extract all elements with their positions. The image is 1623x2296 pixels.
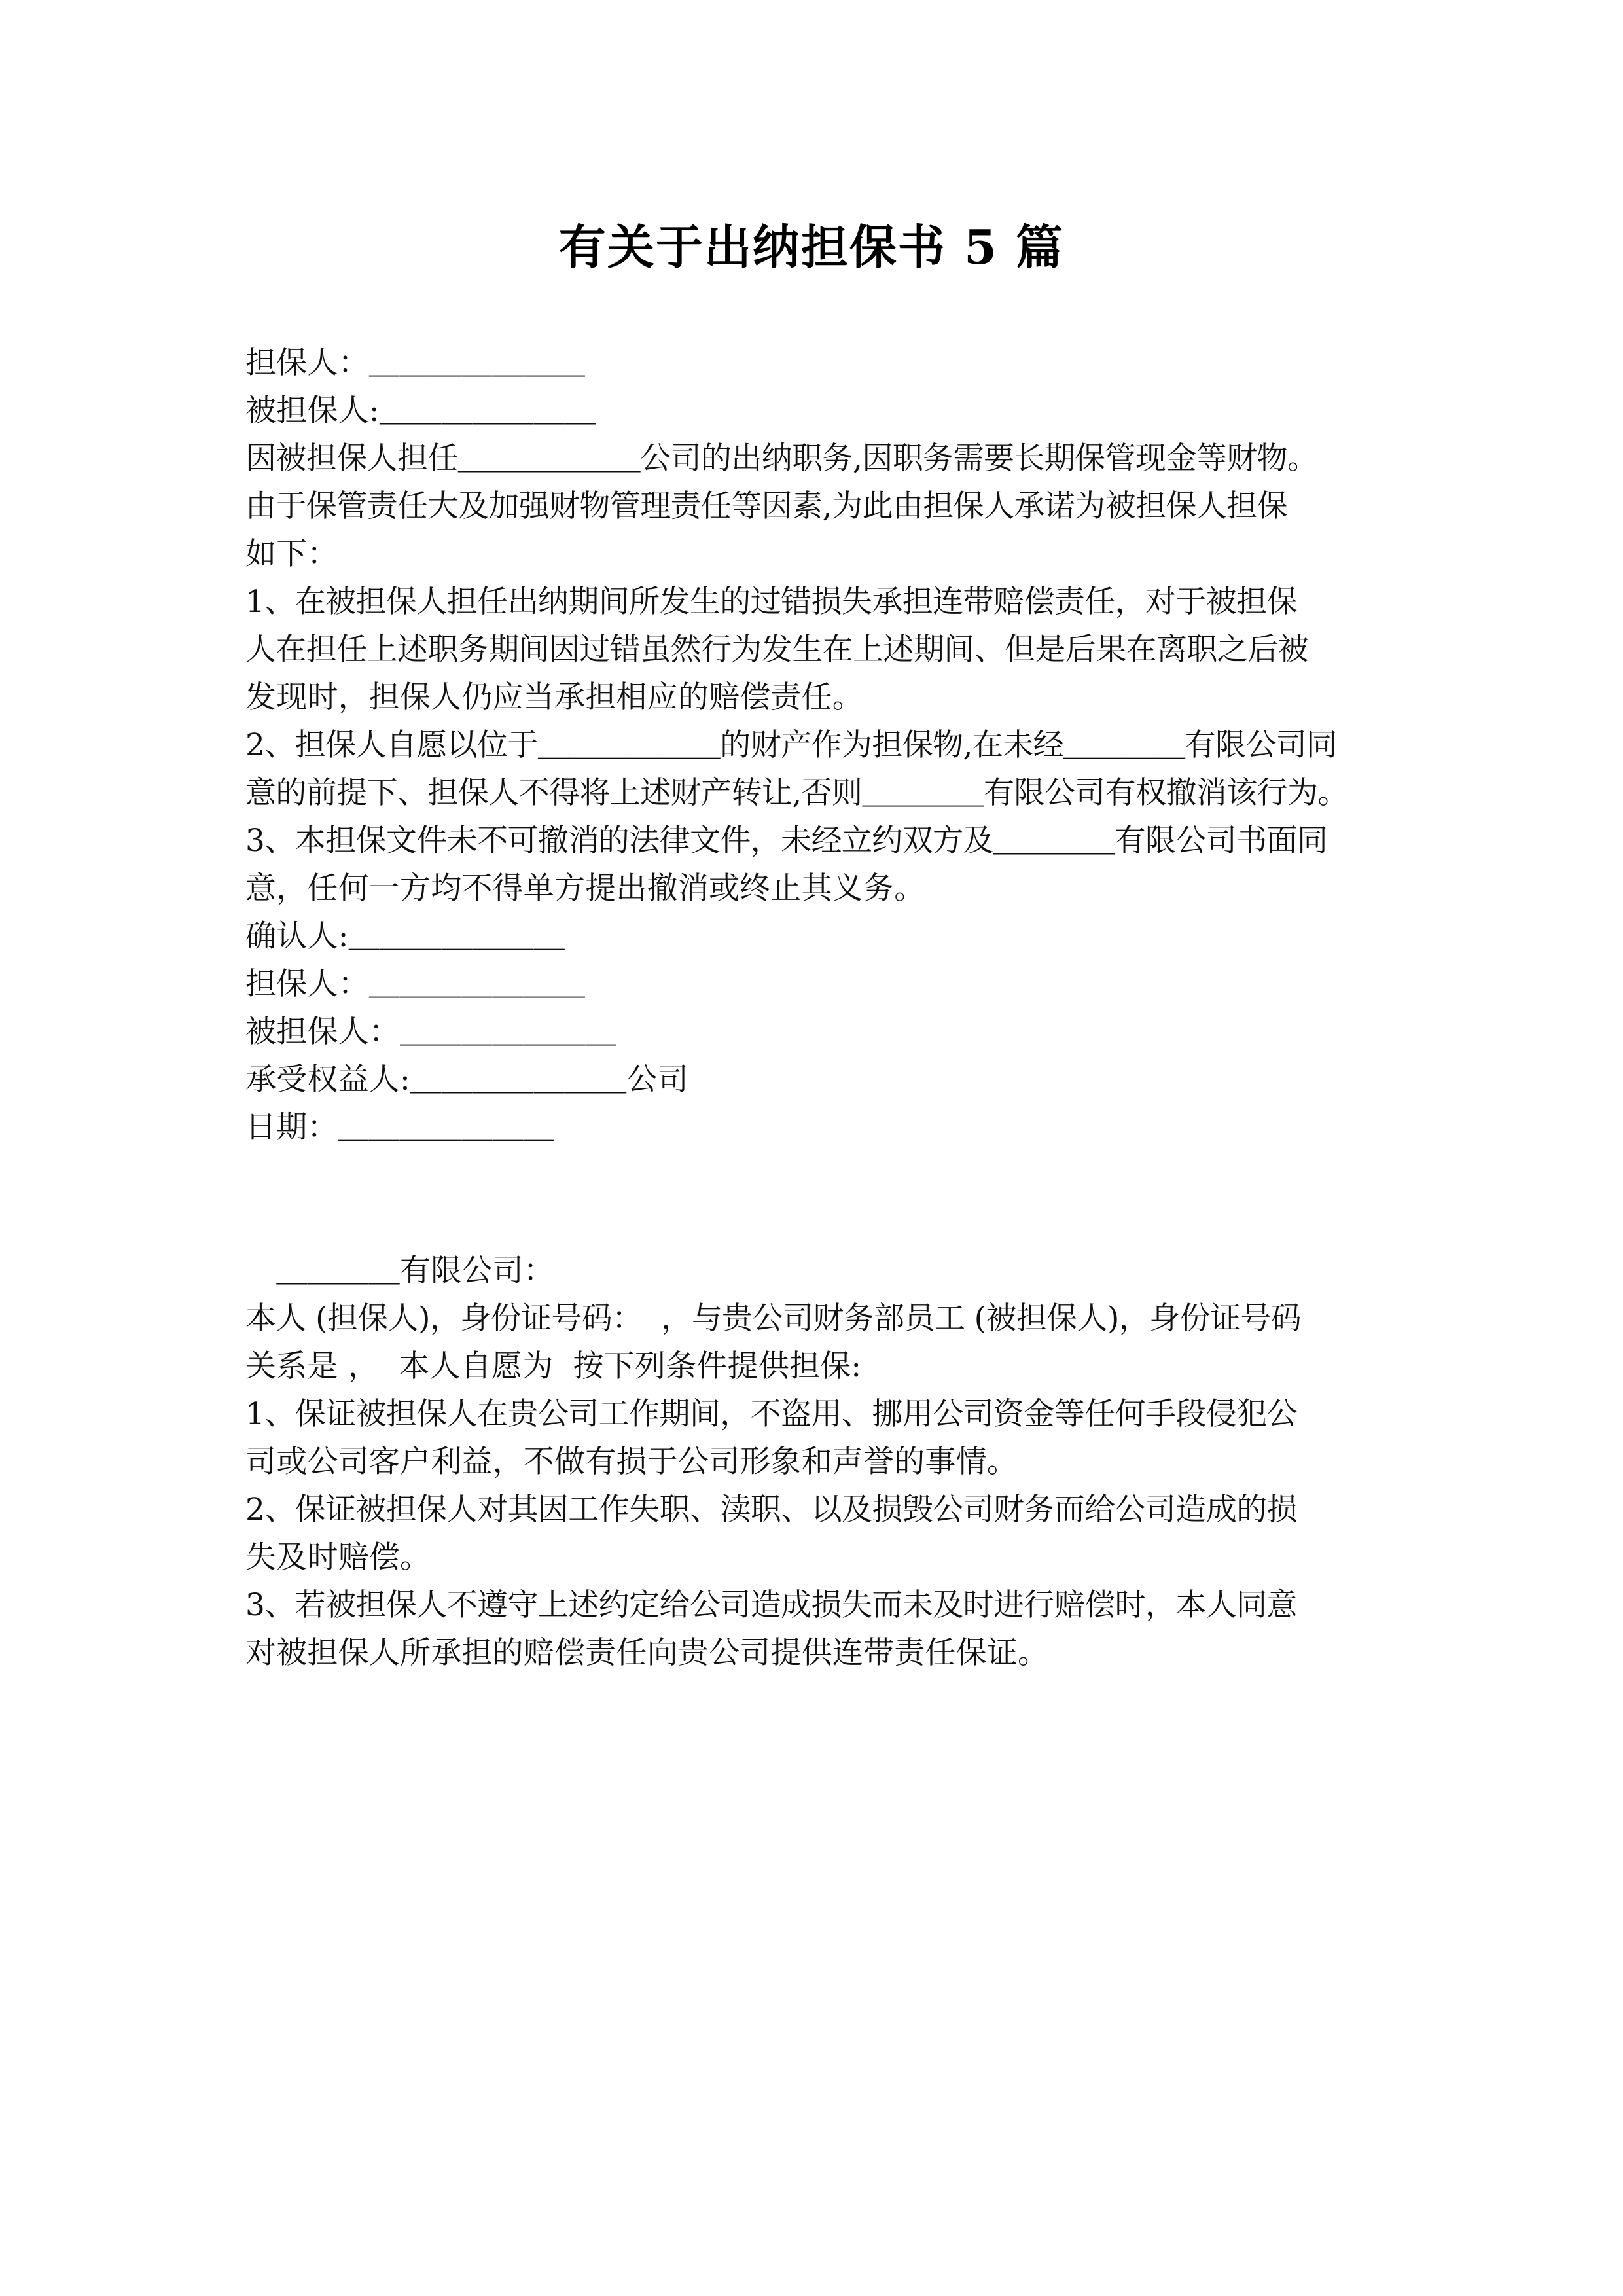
blank-line-2 [245,1199,1384,1247]
paragraph-clause-1-line-3: 发现时，担保人仍应当承担相应的赔偿责任。 [245,679,863,715]
paragraph-intro-line-1: 因被担保人担任＿＿＿＿＿＿公司的出纳职务,因职务需要长期保管现金等财物。 [245,440,1318,476]
paragraph-pledge-1-line-1: 1、保证被担保人在贵公司工作期间，不盗用、挪用公司资金等任何手段侵犯公 [245,1396,1297,1432]
signature-guarantor: 担保人：＿＿＿＿＿＿＿ [245,966,586,1002]
signature-confirmer: 确认人:＿＿＿＿＿＿＿ [245,918,565,954]
paragraph-pledge-2-line-1: 2、保证被担保人对其因工作失职、渎职、以及损毁公司财务而给公司造成的损 [245,1492,1297,1528]
paragraph-pledge-3-line-1: 3、若被担保人不遵守上述约定给公司造成损失而未及时进行赔偿时，本人同意 [245,1587,1297,1623]
signature-beneficiary: 承受权益人:＿＿＿＿＿＿＿公司 [245,1062,688,1098]
paragraph-guarantor-line: 担保人：＿＿＿＿＿＿＿ [245,345,586,381]
paragraph-pledge-2-line-2: 失及时赔偿。 [245,1539,431,1575]
paragraph-pledge-3-line-2: 对被担保人所承担的赔偿责任向贵公司提供连带责任保证。 [245,1635,1049,1671]
paragraph-clause-1-line-2: 人在担任上述职务期间因过错虽然行为发生在上述期间、但是后果在离职之后被 [245,632,1308,668]
paragraph-clause-3-line-2: 意，任何一方均不得单方提出撤消或终止其义务。 [245,870,925,906]
paragraph-clause-1-line-1: 1、在被担保人担任出纳期间所发生的过错损失承担连带赔偿责任，对于被担保 [245,584,1297,620]
addressee-company-line: ＿＿＿＿有限公司： [245,1253,554,1289]
paragraph-guaranteed-line: 被担保人:＿＿＿＿＿＿＿ [245,393,596,429]
signature-date: 日期：＿＿＿＿＿＿＿ [245,1109,554,1145]
blank-line-1 [245,1151,1384,1199]
document-body [245,339,1384,1677]
paragraph-intro-line-2: 由于保管责任大及加强财物管理责任等因素,为此由担保人承诺为被担保人担保 [245,488,1287,524]
paragraph-clause-2-line-2: 意的前提下、担保人不得将上述财产转让,否则＿＿＿＿有限公司有权撤消该行为。 [245,775,1348,811]
paragraph-self-intro-line-1: 本人 (担保人)，身份证号码： ，与贵公司财务部员工 (被担保人)，身份证号码 [245,1300,1302,1336]
paragraph-clause-3-line-1: 3、本担保文件未不可撤消的法律文件，未经立约双方及＿＿＿＿有限公司书面同 [245,823,1328,859]
signature-guaranteed: 被担保人：＿＿＿＿＿＿＿ [245,1014,616,1050]
paragraph-pledge-1-line-2: 司或公司客户利益，不做有损于公司形象和声誉的事情。 [245,1444,1018,1480]
paragraph-clause-2-line-1: 2、担保人自愿以位于＿＿＿＿＿＿的财产作为担保物,在未经＿＿＿＿有限公司同 [245,727,1337,763]
paragraph-self-intro-line-2: 关系是 ， 本人自愿为 按下列条件提供担保: [245,1348,862,1384]
paragraph-intro-line-3: 如下： [245,536,338,572]
page-title: 有关于出纳担保书 5 篇 [558,219,1065,276]
